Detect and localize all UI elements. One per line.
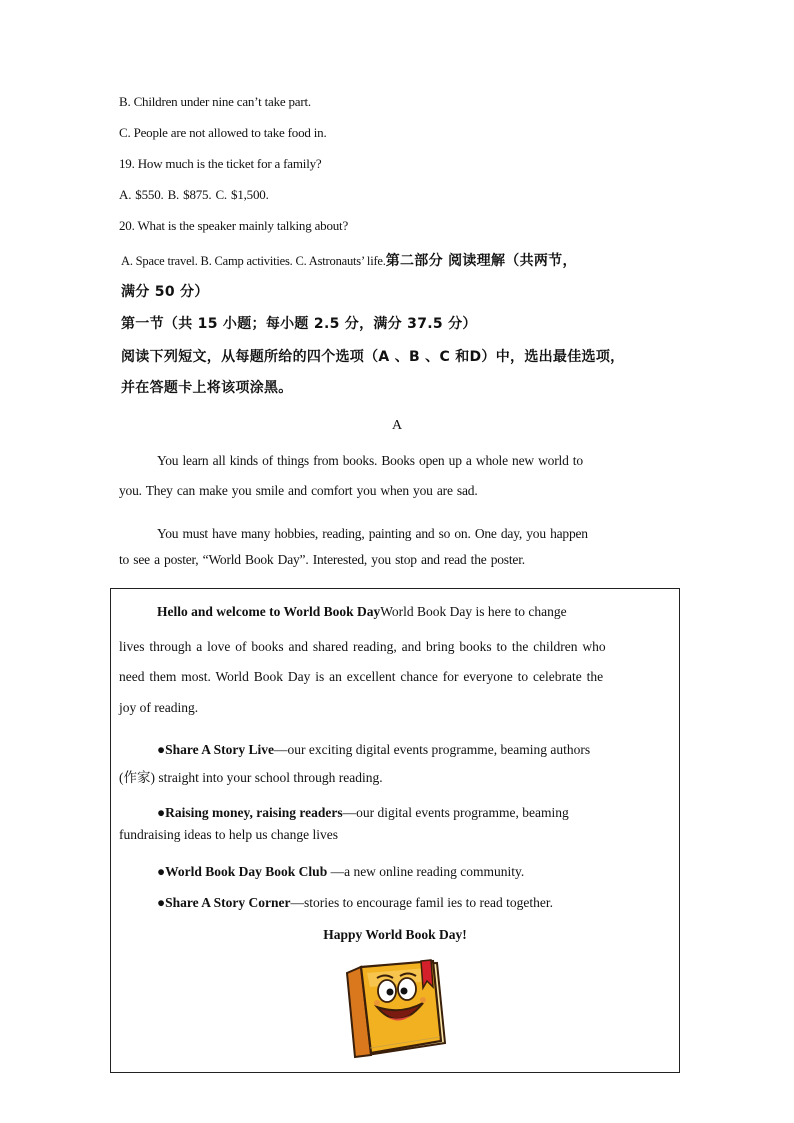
question-20-options bbox=[121, 250, 577, 270]
poster-title-line bbox=[157, 604, 667, 620]
part-two-heading-cont: 满分 50 分） bbox=[121, 284, 209, 300]
poster-intro-line3: need them most. World Book Day is an excellent chance for everyone to celebrate the bbox=[119, 669, 604, 684]
world-book-day-poster bbox=[110, 588, 680, 1073]
instruction-line-1: 阅读下列短文，从每题所给的四个选项（A 、B 、C 和D）中，选出最佳选项， bbox=[121, 349, 625, 365]
poster-item-raising-money bbox=[157, 805, 677, 821]
item1-text-cont: (作家) straight into your school through reading. bbox=[119, 770, 383, 785]
passage-p2-line2: to see a poster, “World Book Day”. Interested, you stop and read the poster. bbox=[119, 552, 525, 567]
poster-item-book-club bbox=[157, 864, 677, 880]
item1-title: ●Share A Story Live bbox=[157, 742, 275, 757]
item3-title: ●World Book Day Book Club bbox=[157, 864, 328, 879]
passage-p1-line1: You learn all kinds of things from books. Books open up a whole new world to bbox=[157, 453, 583, 468]
instruction-line-2: 并在答题卡上将该项涂黑。 bbox=[121, 380, 293, 396]
part-two-heading: 第二部分 阅读理解（共两节， bbox=[385, 253, 577, 269]
poster-closing: Happy World Book Day! bbox=[323, 927, 467, 942]
smiling-book-icon bbox=[337, 959, 452, 1059]
poster-title: Hello and welcome to World Book Day bbox=[157, 604, 381, 619]
question-19-options: A. $550. B. $875. C. $1,500. bbox=[119, 187, 269, 202]
poster-intro-line2: lives through a love of books and shared reading, and bring books to the children who bbox=[119, 639, 606, 654]
item2-text: —our digital events programme, beaming bbox=[342, 805, 569, 820]
item2-text-cont: fundraising ideas to help us change lives bbox=[119, 827, 338, 842]
poster-item-story-corner bbox=[157, 895, 677, 911]
passage-p2-line1: You must have many hobbies, reading, painting and so on. One day, you happen bbox=[157, 526, 588, 541]
item4-text: —stories to encourage famil ies to read together. bbox=[290, 895, 553, 910]
poster-intro-start: World Book Day is here to change bbox=[380, 604, 567, 619]
question-19: 19. How much is the ticket for a family? bbox=[119, 156, 322, 171]
poster-intro-line4: joy of reading. bbox=[119, 700, 199, 715]
question-20-options-text: A. Space travel. B. Camp activities. C. Astronauts’ life. bbox=[121, 254, 386, 268]
item1-text: —our exciting digital events programme, beaming authors bbox=[274, 742, 591, 757]
passage-letter: A bbox=[391, 418, 403, 433]
question-18-option-c: C. People are not allowed to take food in. bbox=[119, 125, 327, 140]
item2-title: ●Raising money, raising readers bbox=[157, 805, 343, 820]
item4-title: ●Share A Story Corner bbox=[157, 895, 291, 910]
question-20: 20. What is the speaker mainly talking about? bbox=[119, 218, 349, 233]
item3-text: —a new online reading community. bbox=[327, 864, 525, 879]
poster-item-share-a-story-live bbox=[157, 742, 677, 758]
question-18-option-b: B. Children under nine can’t take part. bbox=[119, 94, 311, 109]
passage-p1-line2: you. They can make you smile and comfort you when you are sad. bbox=[119, 483, 478, 498]
section-one-heading: 第一节（共 15 小题；每小题 2.5 分，满分 37.5 分） bbox=[121, 316, 477, 332]
